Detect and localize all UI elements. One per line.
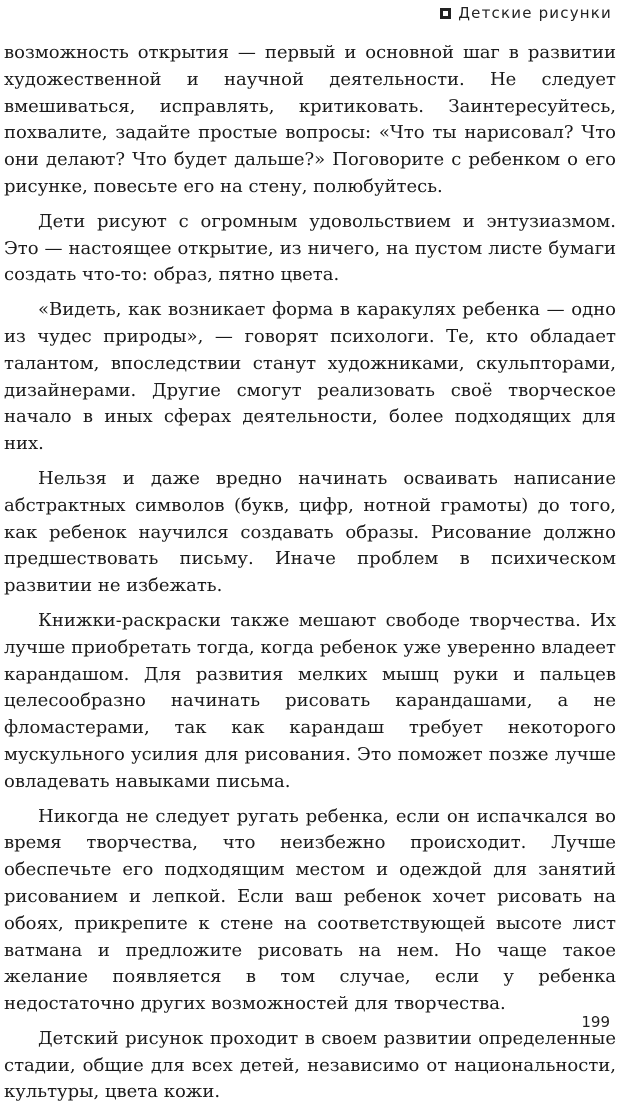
running-header-title: Детские рисунки [458, 4, 612, 22]
paragraph-6: Никогда не следует ругать ребенка, если он испачкался во время творчества, что неизбежно происходит. Лучше обеспечьте его подходящим местом и одеждой для занятий рисованием и лепкой. Если ваш ребенок хочет рисовать на обоях, прикрепите к стене на соответствующей высоте лист ватмана и предложите рисовать на нем. Но чаще такое желание появляется в том случае, если у ребенка недостаточно других возможностей для творчества. [4, 805, 616, 1015]
paragraph-7: Детский рисунок проходит в своем развитии определенные стадии, общие для всех детей, независимо от национальности, культуры, цвета кожи. [4, 1027, 616, 1103]
paragraph-2: Дети рисуют с огромным удовольствием и энтузиазмом. Это — настоящее открытие, из ничего, на пустом листе бумаги создать что-то: образ, пятно цвета. [4, 210, 616, 286]
square-bullet-icon [440, 8, 451, 19]
page-body [4, 40, 616, 1114]
paragraph-5: Книжки-раскраски также мешают свободе творчества. Их лучше приобретать тогда, когда ребенок уже уверенно владеет карандашом. Для развития мелких мышц руки и пальцев целесообразно начинать рисовать карандашами, а не фломастерами, так как карандаш требует некоторого мускульного усилия для рисования. Это поможет позже лучше овладевать навыками письма. [4, 609, 616, 792]
paragraph-1: возможность открытия — первый и основной шаг в развитии художественной и научной деятельности. Не следует вмешиваться, исправлять, критиковать. Заинтересуйтесь, похвалите, задайте простые вопросы: «Что ты нарисовал? Что они делают? Что будет дальше?» Поговорите с ребенком о его рисунке, повесьте его на стену, полюбуйтесь. [4, 42, 616, 197]
page-number: 199 [581, 1013, 610, 1031]
paragraph-4: Нельзя и даже вредно начинать осваивать написание абстрактных символов (букв, цифр, нотной грамоты) до того, как ребенок научился создавать образы. Рисование должно предшествовать письму. Иначе проблем в психическом развитии не избежать. [4, 467, 616, 597]
paragraph-3: «Видеть, как возникает форма в каракулях ребенка — одно из чудес природы», — говорят психологи. Те, кто обладает талантом, впоследствии станут художниками, скульпторами, дизайнерами. Другие смогут реализовать своё творческое начало в иных сферах деятельности, более подходящих для них. [4, 299, 616, 455]
running-header [440, 4, 612, 22]
